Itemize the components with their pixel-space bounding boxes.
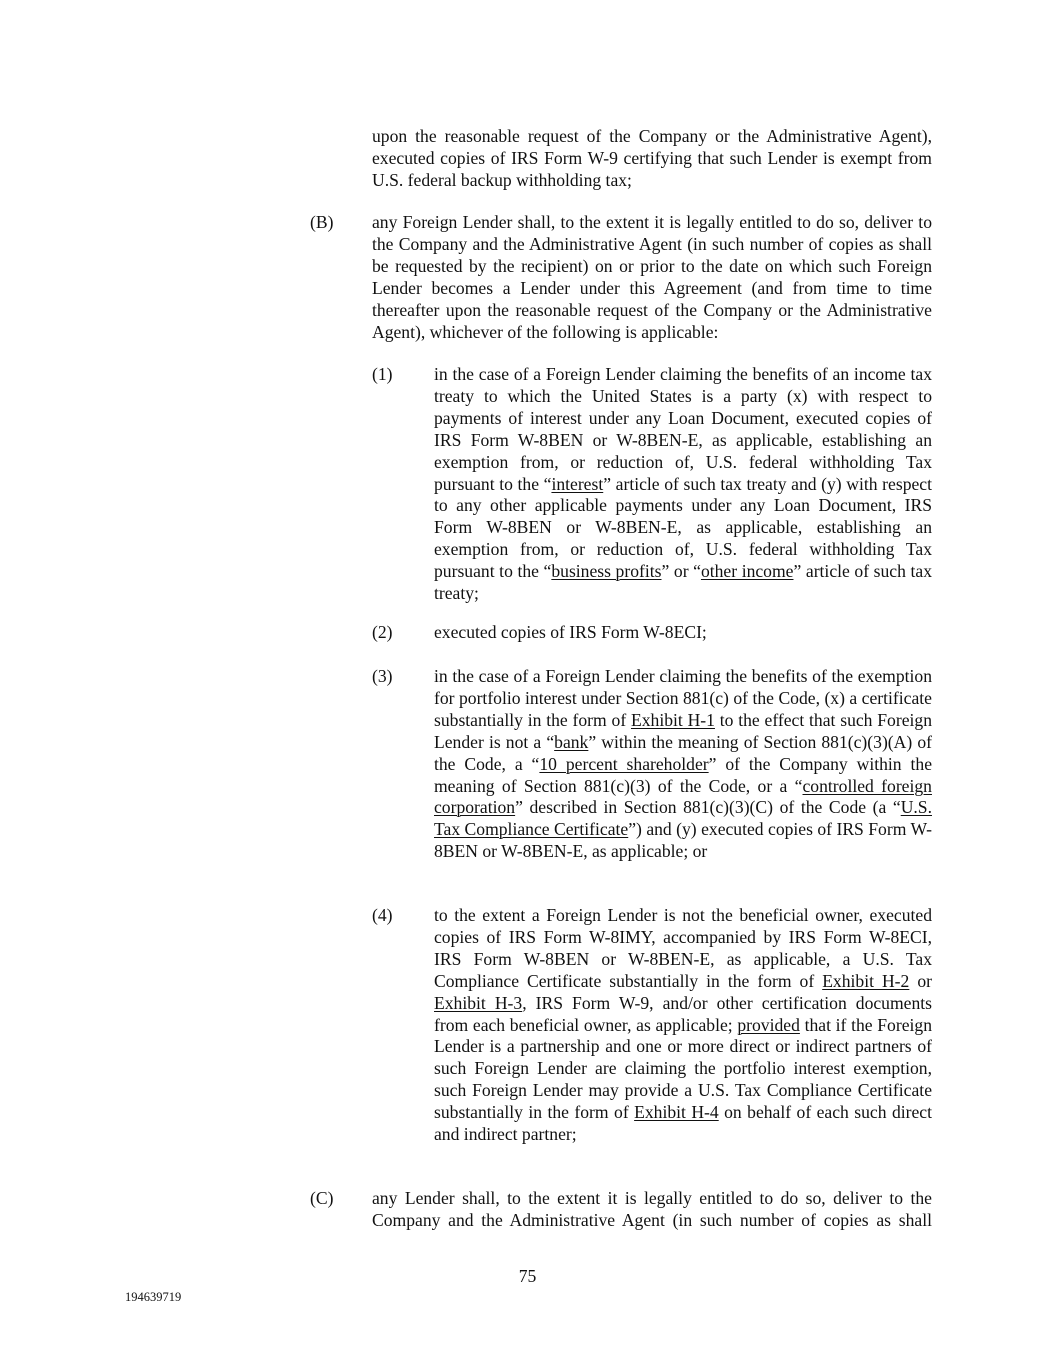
page-number: 75 xyxy=(518,1266,537,1286)
item-4-marker: (4) xyxy=(372,905,393,925)
exhibit-reference: Exhibit H-3 xyxy=(434,992,523,1013)
defined-term: 10 percent shareholder xyxy=(539,753,709,774)
defined-term: bank xyxy=(554,731,589,752)
item-3-paragraph: in the case of a Foreign Lender claiming the benefits of the exemption for portfolio interest under Section 881(c) of the Code, (x) a certificate substantially in the form of Exhibit H-1 to the effect that such Foreign Lender is not a “bank” within the meaning of Section 881(c)(3)(A) of the Code, a “10 percent shareholder” of the Company within the meaning of Section 881(c)(3) of the Code, or a “controlled foreign corporation” described in Section 881(c)(3)(C) of the Code (a “U.S. Tax Compliance Certificate”) and (y) executed copies of IRS Form W-8BEN or W-8BEN-E, as applicable; or xyxy=(434,666,933,862)
exhibit-reference: Exhibit H-2 xyxy=(822,970,910,991)
item-1-marker: (1) xyxy=(372,364,393,384)
defined-term: business profits xyxy=(551,561,662,582)
document-id: 194639719 xyxy=(125,1290,182,1304)
exhibit-reference: Exhibit H-4 xyxy=(634,1102,719,1123)
clause-c-paragraph: any Lender shall, to the extent it is legally entitled to do so, deliver to the Company and the Administrative Agent (in such number of copies as shall xyxy=(372,1188,932,1230)
item-1-paragraph: in the case of a Foreign Lender claiming the benefits of an income tax treaty to which the United States is a party (x) with respect to payments of interest under any Loan Document, executed copies of IRS Form W-8BEN or W-8BEN-E, as applicable, establishing an exemption from, or reduction of, U.S. federal withholding Tax pursuant to the “interest” article of such tax treaty and (y) with respect to any other applicable payments under any Loan Document, IRS Form W-8BEN or W-8BEN-E, as applicable, establishing an exemption from, or reduction of, U.S. federal withholding Tax pursuant to the “business profits” or “other income” article of such tax treaty; xyxy=(434,364,932,604)
defined-term: other income xyxy=(700,561,794,582)
defined-term: U.S. Tax Compliance Certificate xyxy=(434,797,932,840)
defined-term: controlled foreign corporation xyxy=(434,775,932,818)
clause-b-paragraph: any Foreign Lender shall, to the extent it is legally entitled to do so, deliver to the Company and the Administrative Agent (in such number of copies as shall be requested by the recipient) on or prior to the date on which such Foreign Lender becomes a Lender under this Agreement (and from time to time thereafter upon the reasonable request of the Company or the Administrative Agent), whichever of the following is applicable: xyxy=(372,212,932,342)
item-2-paragraph: executed copies of IRS Form W-8ECI; xyxy=(434,622,707,642)
clause-b-marker: (B) xyxy=(310,212,334,232)
defined-term: provided xyxy=(737,1014,800,1035)
item-2-marker: (2) xyxy=(372,622,393,642)
clause-c-marker: (C) xyxy=(310,1188,334,1208)
continuation-paragraph: upon the reasonable request of the Company or the Administrative Agent), executed copies of IRS Form W-9 certifying that such Lender is exempt from U.S. federal backup withholding tax; xyxy=(372,126,932,190)
defined-term: interest xyxy=(551,473,604,494)
item-4-paragraph: to the extent a Foreign Lender is not the beneficial owner, executed copies of IRS Form W-8IMY, accompanied by IRS Form W-8ECI, IRS Form W-8BEN or W-8BEN-E, as applicable, a U.S. Tax Compliance Certificate substantially in the form of Exhibit H-2 or Exhibit H-3, IRS Form W-9, and/or other certification documents from each beneficial owner, as applicable; provided that if the Foreign Lender is a partnership and one or more direct or indirect partners of such Foreign Lender are claiming the portfolio interest exemption, such Foreign Lender may provide a U.S. Tax Compliance Certificate substantially in the form of Exhibit H-4 on behalf of each such direct and indirect partner; xyxy=(434,905,933,1145)
exhibit-reference: Exhibit H-1 xyxy=(630,709,715,730)
item-3-marker: (3) xyxy=(372,666,393,686)
